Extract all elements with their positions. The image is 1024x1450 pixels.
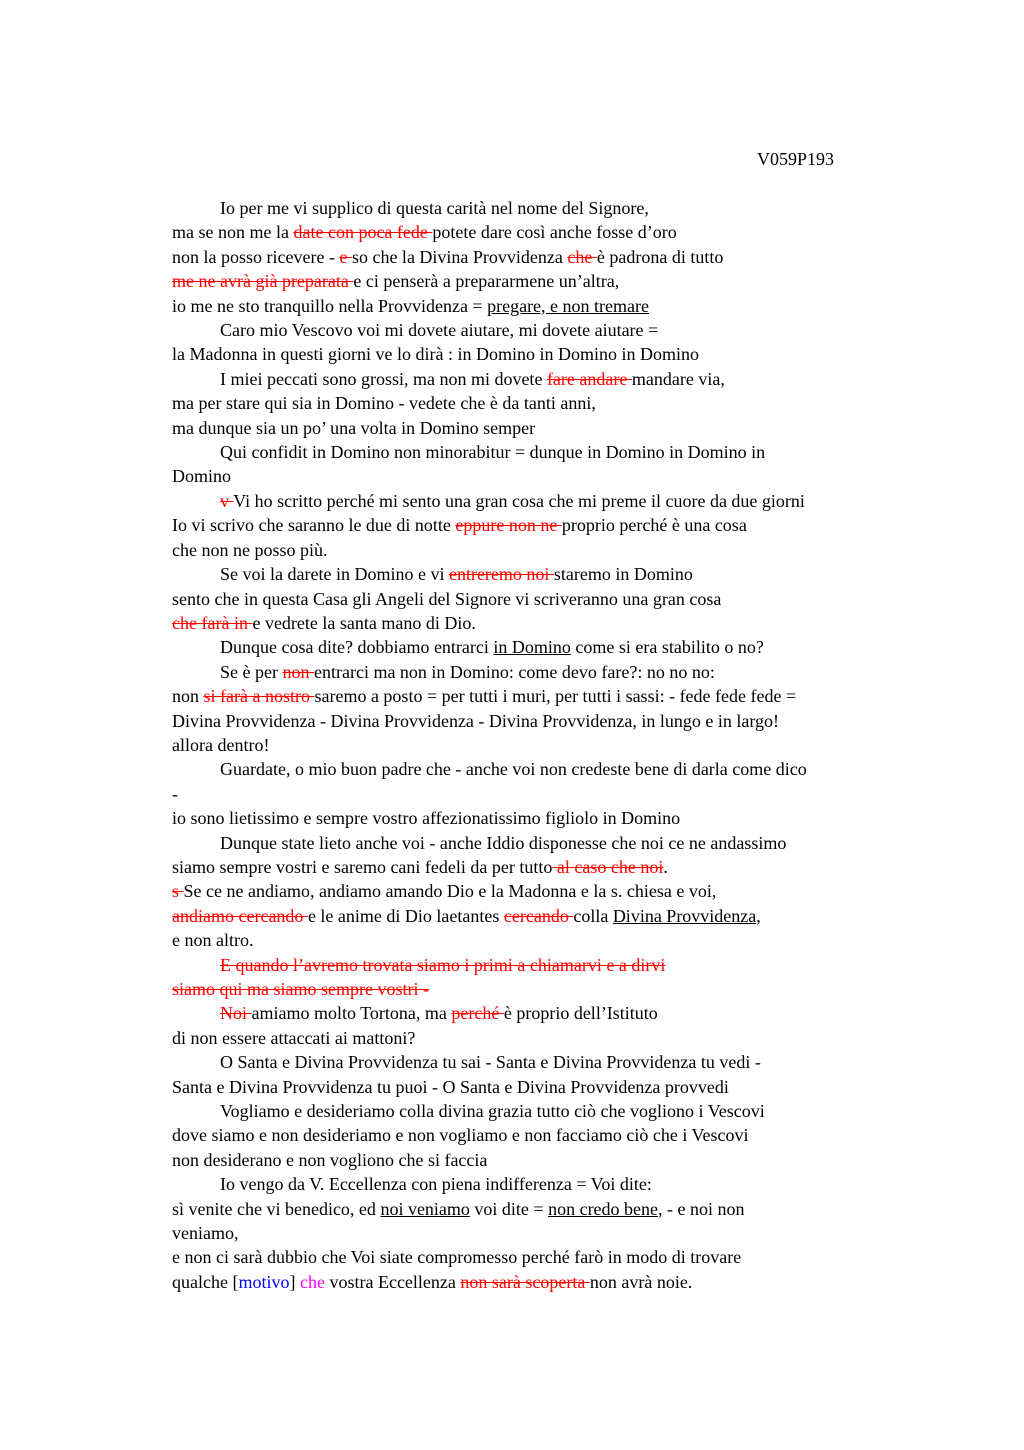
deleted-text: entreremo noi (448, 564, 554, 585)
text-segment: Caro mio Vescovo voi mi dovete aiutare, mi dovete aiutare = (220, 320, 659, 341)
text-line (172, 318, 902, 342)
deleted-text: e (339, 246, 352, 267)
text-segment: vostra Eccellenza (324, 1271, 461, 1292)
text-line (172, 977, 902, 1001)
text-segment: voi dite = (469, 1198, 549, 1219)
text-segment: e non ci sarà dubbio che Voi siate compromesso perché farò in modo di trovare (172, 1247, 742, 1268)
text-line (172, 1026, 902, 1050)
text-line (172, 538, 902, 562)
deleted-text: eppure non ne (455, 515, 562, 536)
text-line (172, 294, 902, 318)
deleted-text: che (567, 246, 597, 267)
text-line (172, 464, 902, 488)
text-segment: . (663, 856, 668, 877)
text-line (172, 1221, 902, 1245)
text-segment: - (172, 783, 178, 804)
text-segment: che non ne posso più. (172, 539, 328, 560)
text-segment: Divina Provvidenza - Divina Provvidenza - Divina Provvidenza, in lungo e in largo! (172, 710, 780, 731)
underlined-text: non credo bene (548, 1198, 659, 1219)
text-line (172, 1123, 902, 1147)
underlined-text: pregare, e non tremare (487, 295, 649, 316)
text-segment: Vi ho scritto perché mi sento una gran cosa che mi preme il cuore da due giorni (233, 490, 805, 511)
text-line (172, 1172, 902, 1196)
text-line (172, 587, 902, 611)
text-line (172, 1075, 902, 1099)
text-line (172, 562, 902, 586)
text-segment: Santa e Divina Provvidenza tu puoi - O Santa e Divina Provvidenza provvedi (172, 1076, 729, 1097)
text-segment: staremo in Domino (553, 564, 693, 585)
text-line (172, 782, 902, 806)
deleted-text: che farà in (172, 612, 253, 633)
text-line (172, 367, 902, 391)
text-line (172, 757, 902, 781)
text-segment: Dunque cosa dite? dobbiamo entrarci (220, 637, 494, 658)
text-segment: I miei peccati sono grossi, ma non mi dovete (220, 368, 547, 389)
text-segment: entrarci ma non in Domino: come devo fare?: no no no: (313, 661, 715, 682)
inserted-text-magenta: che (299, 1271, 325, 1292)
inserted-text-blue: motivo (238, 1271, 290, 1292)
text-line (172, 928, 902, 952)
text-line (172, 904, 902, 928)
text-segment: potete dare così anche fosse d’oro (432, 222, 677, 243)
text-line (172, 1099, 902, 1123)
text-line (172, 879, 902, 903)
text-line (172, 1245, 902, 1269)
text-segment: Io vengo da V. Eccellenza con piena indifferenza = Voi dite: (220, 1174, 652, 1195)
underlined-text: noi veniamo (380, 1198, 470, 1219)
text-line (172, 1148, 902, 1172)
text-segment: Guardate, o mio buon padre che - anche voi non credeste bene di darla come dico (220, 759, 807, 780)
text-segment: non desiderano e non vogliono che si faccia (172, 1149, 488, 1170)
underlined-text: in Domino (493, 637, 571, 658)
text-segment: Qui confidit in Domino non minorabitur = dunque in Domino in Domino in (220, 442, 766, 463)
text-line (172, 1001, 902, 1025)
text-line (172, 684, 902, 708)
text-segment: qualche [ (172, 1271, 239, 1292)
text-line (172, 635, 902, 659)
text-segment: , - e noi non (658, 1198, 745, 1219)
text-line (172, 660, 902, 684)
text-segment: Domino (172, 466, 232, 487)
text-segment: sento che in questa Casa gli Angeli del Signore vi scriveranno una gran cosa (172, 588, 722, 609)
text-segment: Se è per (220, 661, 283, 682)
text-line (172, 953, 902, 977)
text-line (172, 416, 902, 440)
text-segment: e le anime di Dio laetantes (307, 905, 504, 926)
deleted-text: E quando l’avremo trovata siamo i primi a chiamarvi e a dirvi (220, 954, 666, 975)
text-segment: amiamo molto Tortona, ma (251, 1003, 452, 1024)
text-segment: io me ne sto tranquillo nella Provvidenza = (172, 295, 488, 316)
deleted-text: al caso che noi (552, 856, 664, 877)
text-segment: colla (573, 905, 613, 926)
text-line (172, 831, 902, 855)
text-line (172, 709, 902, 733)
text-line (172, 1050, 902, 1074)
deleted-text: perché (451, 1003, 504, 1024)
text-segment: sì venite che vi benedico, ed (172, 1198, 381, 1219)
text-segment: Se ce ne andiamo, andiamo amando Dio e la Madonna e la s. chiesa e voi, (183, 881, 717, 902)
text-segment: è padrona di tutto (596, 246, 724, 267)
text-line (172, 855, 902, 879)
deleted-text: si farà a nostro (203, 686, 315, 707)
text-segment: O Santa e Divina Provvidenza tu sai - Santa e Divina Provvidenza tu vedi - (220, 1052, 761, 1073)
underlined-text: Divina Provvidenza (612, 905, 757, 926)
deleted-text: non (282, 661, 314, 682)
text-line (172, 611, 902, 635)
text-segment: ] (289, 1271, 300, 1292)
text-segment: e vedrete la santa mano di Dio. (252, 612, 476, 633)
text-segment: è proprio dell’Istituto (503, 1003, 658, 1024)
text-segment: mandare via, (631, 368, 725, 389)
text-line (172, 196, 902, 220)
text-line (172, 733, 902, 757)
text-line (172, 269, 902, 293)
text-segment: dove siamo e non desideriamo e non vogliamo e non facciamo ciò che i Vescovi (172, 1125, 749, 1146)
text-line (172, 513, 902, 537)
text-segment: non avrà noie. (589, 1271, 693, 1292)
document-body (172, 196, 902, 1294)
text-segment: Io per me vi supplico di questa carità nel nome del Signore, (220, 198, 649, 218)
deleted-text: Noi (220, 1003, 252, 1024)
text-segment: ma se non me la (172, 222, 294, 243)
text-segment: allora dentro! (172, 734, 270, 755)
deleted-text: date con poca fede (293, 222, 433, 243)
text-line (172, 1197, 902, 1221)
text-segment: ma dunque sia un po’ una volta in Domino semper (172, 417, 536, 438)
text-segment: la Madonna in questi giorni ve lo dirà : in Domino in Domino in Domino (172, 344, 699, 365)
text-line (172, 1270, 902, 1294)
text-line (172, 245, 902, 269)
deleted-text: siamo qui ma siamo sempre vostri - (172, 979, 429, 999)
text-segment: non la posso ricevere - (172, 246, 340, 267)
text-line (172, 806, 902, 830)
deleted-text: v (220, 490, 234, 511)
text-segment: so che la Divina Provvidenza (351, 246, 568, 267)
text-segment: Dunque state lieto anche voi - anche Iddio disponesse che noi ce ne andassimo (220, 832, 787, 853)
text-segment: come si era stabilito o no? (570, 637, 764, 658)
text-segment: siamo sempre vostri e saremo cani fedeli da per tutto (172, 856, 553, 877)
text-segment: proprio perché è una cosa (561, 515, 747, 536)
text-segment: ma per stare qui sia in Domino - vedete che è da tanti anni, (172, 393, 596, 414)
deleted-text: cercando (503, 905, 574, 926)
text-line (172, 440, 902, 464)
deleted-text: s (172, 881, 184, 902)
text-segment: non (172, 686, 204, 707)
text-segment: e ci penserà a prepararmene un’altra, (353, 271, 620, 292)
text-segment: Vogliamo e desideriamo colla divina grazia tutto ciò che vogliono i Vescovi (220, 1101, 765, 1122)
text-line (172, 342, 902, 366)
text-line (172, 391, 902, 415)
text-segment: io sono lietissimo e sempre vostro affezionatissimo figliolo in Domino (172, 808, 681, 829)
text-segment: Se voi la darete in Domino e vi (220, 564, 449, 585)
text-segment: saremo a posto = per tutti i muri, per tutti i sassi: - fede fede fede = (314, 686, 797, 707)
deleted-text: me ne avrà già preparata (172, 271, 354, 292)
text-segment: veniamo, (172, 1223, 239, 1244)
deleted-text: fare andare (546, 368, 632, 389)
page-reference: V059P193 (757, 149, 835, 169)
deleted-text: andiamo cercando (172, 905, 308, 926)
text-segment: Io vi scrivo che saranno le due di notte (172, 515, 456, 536)
text-line (172, 220, 902, 244)
deleted-text: non sarà scoperta (460, 1271, 590, 1292)
text-segment: e non altro. (172, 930, 254, 951)
text-segment: , (756, 905, 761, 926)
text-segment: di non essere attaccati ai mattoni? (172, 1027, 416, 1048)
text-line (172, 489, 902, 513)
